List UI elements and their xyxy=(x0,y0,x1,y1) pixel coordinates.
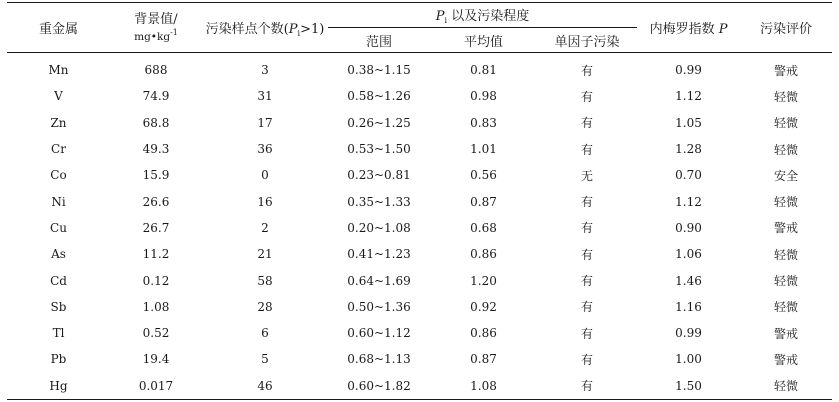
cell-count: 5 xyxy=(261,352,269,367)
pollution-table xyxy=(7,2,832,400)
cell-evaluation: 轻微 xyxy=(774,247,799,262)
cell-range: 0.60~1.82 xyxy=(328,373,430,400)
cell-metal: Ni xyxy=(51,194,66,209)
cell-mean: 0.68 xyxy=(470,220,497,235)
cell-metal: Co xyxy=(50,168,67,183)
header-single-factor-label: 单因子污染 xyxy=(554,34,620,50)
table-row xyxy=(7,53,832,84)
header-single-factor xyxy=(537,28,637,53)
cell-mean: 1.08 xyxy=(430,373,537,400)
cell-mean: 1.01 xyxy=(470,142,497,157)
cell-nemerow: 0.70 xyxy=(675,168,702,183)
nemerow-prefix: 内梅罗指数 xyxy=(649,22,719,37)
cell-background: 688 xyxy=(144,63,168,78)
cell-nemerow: 1.12 xyxy=(675,194,702,209)
cell-evaluation: 轻微 xyxy=(774,116,799,131)
cell-single-factor: 有 xyxy=(581,221,594,236)
cell-evaluation: 轻微 xyxy=(774,142,799,157)
sample-count-prefix: 污染样点个数( xyxy=(205,21,289,37)
cell-single-factor: 有 xyxy=(581,352,594,367)
cell-count: 36 xyxy=(257,142,273,157)
cell-background: 15.9 xyxy=(142,168,170,183)
header-background-unit xyxy=(110,27,202,43)
table-row xyxy=(7,83,832,109)
cell-metal: Hg xyxy=(7,373,110,400)
pi-group-var: P xyxy=(435,9,445,24)
table-row xyxy=(7,136,832,162)
cell-count: 16 xyxy=(257,194,273,209)
header-mean xyxy=(430,28,537,53)
header-metal-label: 重金属 xyxy=(38,22,78,37)
header-metal xyxy=(7,3,110,53)
header-nemerow xyxy=(637,3,740,53)
table-row xyxy=(7,162,832,188)
header-evaluation xyxy=(740,3,832,53)
cell-metal: Sb xyxy=(50,299,67,314)
table-body xyxy=(7,53,832,400)
cell-nemerow: 1.28 xyxy=(675,142,702,157)
cell-background: 49.3 xyxy=(142,142,170,157)
cell-background: 74.9 xyxy=(142,89,170,104)
cell-range: 0.38~1.15 xyxy=(347,63,411,78)
cell-range: 0.60~1.12 xyxy=(347,326,411,341)
cell-background: 26.6 xyxy=(142,194,170,209)
cell-evaluation: 轻微 xyxy=(774,300,799,315)
unit-exponent: -1 xyxy=(170,28,178,37)
cell-count: 17 xyxy=(257,115,273,130)
cell-count: 28 xyxy=(257,299,273,314)
cell-metal: Zn xyxy=(50,115,67,130)
cell-range: 0.23~0.81 xyxy=(347,168,411,183)
header-range xyxy=(328,28,430,53)
cell-evaluation: 警戒 xyxy=(774,221,799,236)
cell-mean: 0.83 xyxy=(470,115,497,130)
header-mean-label: 平均值 xyxy=(463,34,503,50)
cell-mean: 0.56 xyxy=(470,168,497,183)
cell-range: 0.20~1.08 xyxy=(347,220,411,235)
cell-nemerow: 0.99 xyxy=(675,63,702,78)
header-background-label: 背景值/ xyxy=(134,12,178,27)
cell-mean: 0.87 xyxy=(470,194,497,209)
cell-evaluation: 轻微 xyxy=(740,373,832,400)
cell-count: 2 xyxy=(261,220,269,235)
cell-evaluation: 警戒 xyxy=(774,63,799,78)
cell-range: 0.50~1.36 xyxy=(347,299,411,314)
table-row xyxy=(7,267,832,293)
cell-background: 68.8 xyxy=(142,115,170,130)
cell-nemerow: 0.90 xyxy=(675,220,702,235)
cell-evaluation: 轻微 xyxy=(774,274,799,289)
cell-mean: 0.86 xyxy=(470,326,497,341)
cell-count: 6 xyxy=(261,326,269,341)
cell-nemerow: 1.12 xyxy=(675,89,702,104)
cell-range: 0.64~1.69 xyxy=(347,273,411,288)
cell-single-factor: 有 xyxy=(581,195,594,210)
header-background xyxy=(110,3,202,53)
cell-single-factor: 有 xyxy=(581,247,594,262)
pi-group-sub: i xyxy=(444,16,448,25)
unit-text: mg•kg xyxy=(134,31,171,43)
cell-mean: 0.86 xyxy=(470,247,497,262)
cell-background: 11.2 xyxy=(142,247,170,262)
table-row xyxy=(7,215,832,241)
cell-mean: 0.98 xyxy=(470,89,497,104)
cell-count: 0 xyxy=(261,168,269,183)
cell-nemerow: 1.00 xyxy=(675,352,702,367)
table-row xyxy=(7,373,832,400)
cell-evaluation: 警戒 xyxy=(774,352,799,367)
cell-mean: 0.81 xyxy=(470,63,497,78)
cell-background: 1.08 xyxy=(142,299,170,314)
header-pi-group xyxy=(328,3,637,28)
cell-background: 0.52 xyxy=(142,326,170,341)
cell-evaluation: 轻微 xyxy=(774,89,799,104)
cell-nemerow: 1.50 xyxy=(637,373,740,400)
cell-single-factor: 有 xyxy=(581,116,594,131)
cell-nemerow: 1.05 xyxy=(675,115,702,130)
cell-metal: V xyxy=(54,89,63,104)
cell-mean: 0.92 xyxy=(470,299,497,314)
cell-mean: 0.87 xyxy=(470,352,497,367)
cell-metal: Cd xyxy=(50,273,67,288)
cell-background: 0.12 xyxy=(142,273,170,288)
table-row xyxy=(7,346,832,372)
cell-count: 46 xyxy=(202,373,328,400)
table-row xyxy=(7,241,832,267)
cell-metal: Mn xyxy=(48,63,69,78)
table-row xyxy=(7,320,832,346)
cell-single-factor: 有 xyxy=(537,373,637,400)
table-header xyxy=(7,3,832,53)
cell-single-factor: 有 xyxy=(581,274,594,289)
cell-evaluation: 安全 xyxy=(774,168,799,183)
cell-range: 0.41~1.23 xyxy=(347,247,411,262)
pi-group-suffix: 以及污染程度 xyxy=(447,9,530,24)
cell-single-factor: 有 xyxy=(581,326,594,341)
sample-count-var: P xyxy=(288,21,298,37)
cell-single-factor: 有 xyxy=(581,89,594,104)
cell-range: 0.53~1.50 xyxy=(347,142,411,157)
sample-count-sub: i xyxy=(297,28,301,38)
cell-count: 58 xyxy=(257,273,273,288)
cell-range: 0.26~1.25 xyxy=(347,115,411,130)
cell-metal: Cr xyxy=(51,142,66,157)
cell-nemerow: 1.16 xyxy=(675,299,702,314)
cell-background: 26.7 xyxy=(142,220,170,235)
cell-range: 0.35~1.33 xyxy=(347,194,411,209)
cell-range: 0.68~1.13 xyxy=(347,352,411,367)
cell-mean: 1.20 xyxy=(470,273,497,288)
cell-single-factor: 有 xyxy=(581,63,594,78)
cell-count: 3 xyxy=(261,63,269,78)
cell-metal: Tl xyxy=(52,326,65,341)
cell-count: 31 xyxy=(257,89,273,104)
cell-nemerow: 0.99 xyxy=(675,326,702,341)
header-evaluation-label: 污染评价 xyxy=(760,22,813,37)
header-range-label: 范围 xyxy=(365,34,392,50)
cell-range: 0.58~1.26 xyxy=(347,89,411,104)
header-sample-count xyxy=(202,3,328,53)
cell-single-factor: 有 xyxy=(581,300,594,315)
cell-metal: Pb xyxy=(50,352,67,367)
cell-metal: As xyxy=(51,247,66,262)
cell-single-factor: 无 xyxy=(581,168,594,183)
cell-metal: Cu xyxy=(50,220,67,235)
cell-nemerow: 1.06 xyxy=(675,247,702,262)
nemerow-var: P xyxy=(718,22,728,37)
cell-count: 21 xyxy=(257,247,273,262)
sample-count-suffix: >1) xyxy=(300,21,325,37)
table-row xyxy=(7,294,832,320)
cell-evaluation: 警戒 xyxy=(774,326,799,341)
cell-evaluation: 轻微 xyxy=(774,195,799,210)
cell-single-factor: 有 xyxy=(581,142,594,157)
cell-background: 19.4 xyxy=(142,352,170,367)
cell-background: 0.017 xyxy=(110,373,202,400)
cell-nemerow: 1.46 xyxy=(675,273,702,288)
table-row xyxy=(7,110,832,136)
table-row xyxy=(7,188,832,214)
